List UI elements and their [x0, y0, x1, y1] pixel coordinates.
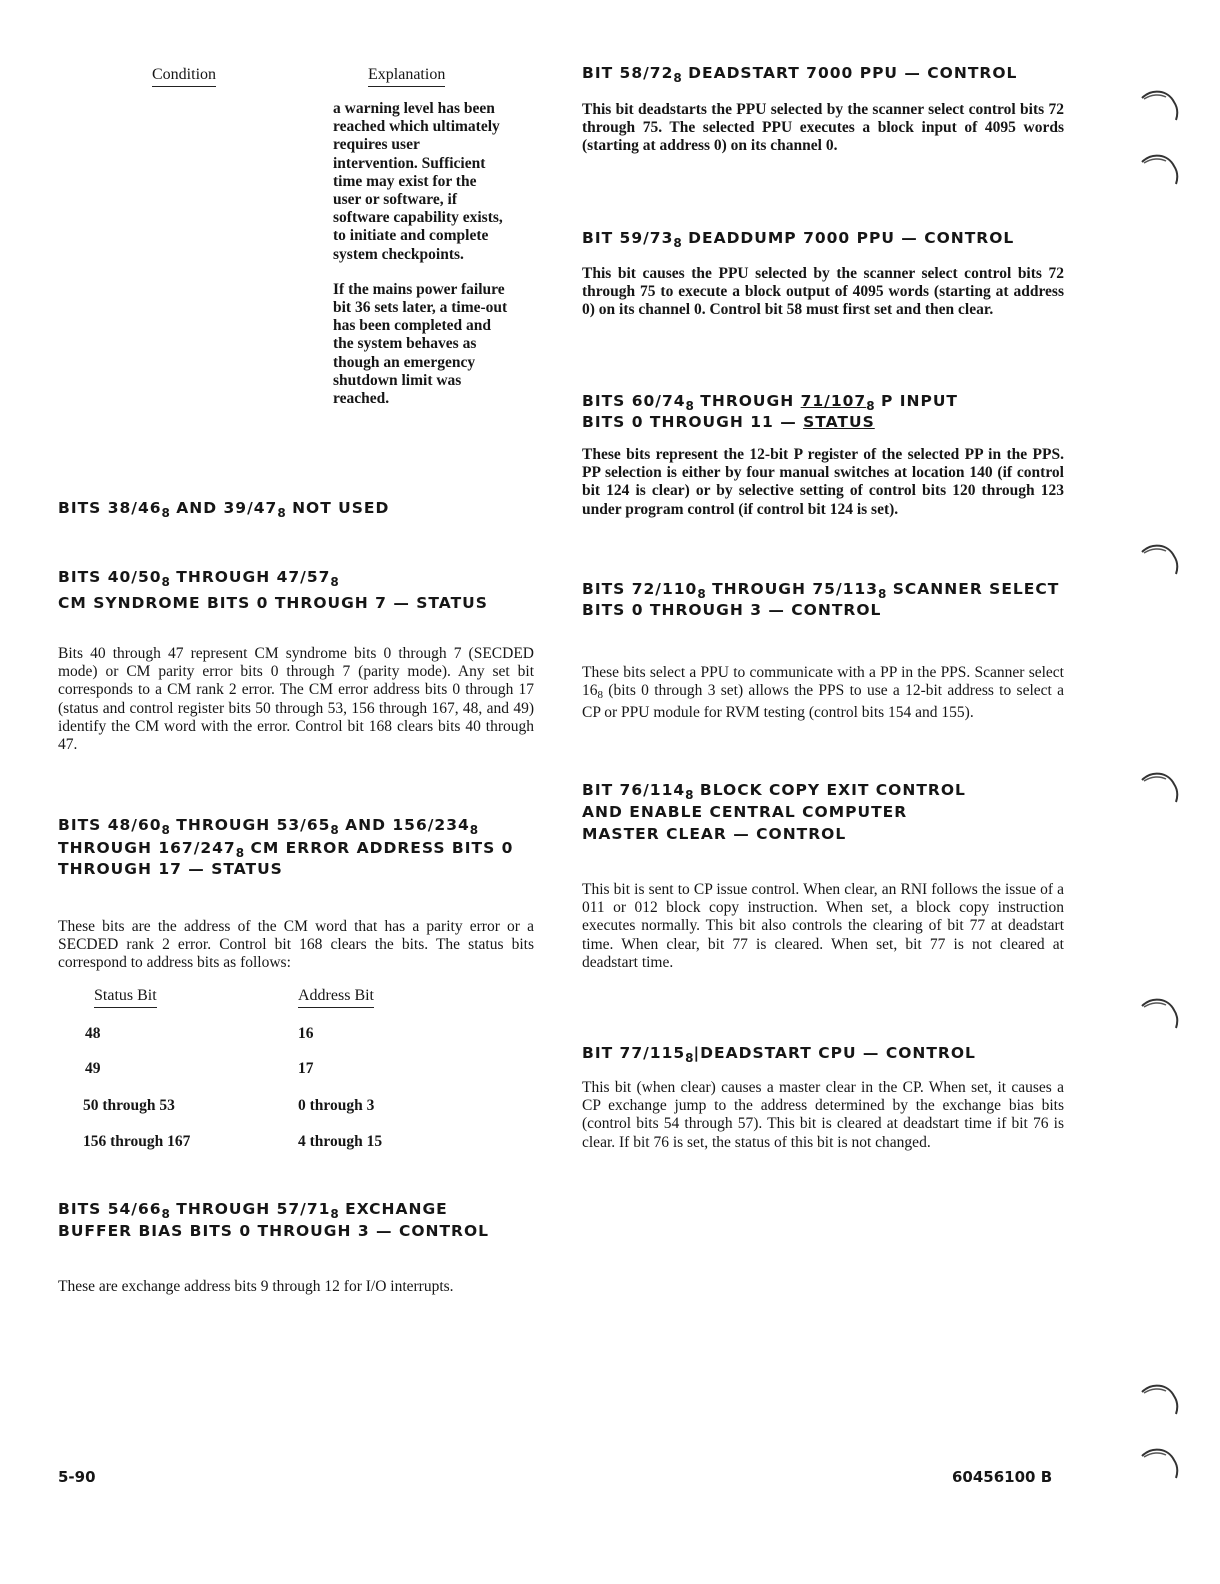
explanation-header: Explanation	[368, 66, 445, 87]
heading-bits-60-71-line2: BITS 0 THROUGH 11 — STATUS	[582, 413, 875, 431]
body-bits-48-53: These bits are the address of the CM word that has a parity error or a SECDED rank 2 error. Control bit 168 clears the bits. The status bits correspond to address bits as follows:	[58, 918, 534, 972]
heading-bits-54-57: BITS $54/66_8$ THROUGH $57/71_8$ EXCHANGE	[58, 1200, 448, 1221]
page-number: 5-90	[58, 1468, 96, 1486]
address-cell: 16	[298, 1025, 314, 1042]
body-bits-54-57: These are exchange address bits 9 through 12 for I/O interrupts.	[58, 1278, 454, 1295]
binder-hole-mark-icon	[1138, 542, 1182, 576]
body-bits-60-71: These bits represent the 12-bit P register of the selected PP in the PPS. PP selection is either by four manual switches at location 140 (if control bit 124 is clear) or by selective setting of control bits 120 through 123 under program control (if control bit 124 is set).	[582, 446, 1064, 518]
address-cell: 0 through 3	[298, 1097, 375, 1114]
document-number: 60456100 B	[952, 1468, 1053, 1486]
address-cell: 4 through 15	[298, 1133, 383, 1150]
body-bit-76: This bit is sent to CP issue control. When clear, an RNI follows the issue of a 011 or 012 block copy instruction. When set, a block copy instruction executes normally. This bit also controls the clearing of bit 77 at deadstart time. When clear, bit 77 is cleared. When set, bit 77 is not cleared at deadstart time.	[582, 881, 1064, 971]
heading-bit-58: BIT $58/72_8$ DEADSTART 7000 PPU — CONTROL	[582, 64, 1018, 85]
heading-bits-38-39: BITS $38/46_8$ AND $39/47_8$ NOT USED	[58, 499, 390, 520]
address-cell: 17	[298, 1060, 314, 1077]
address-bit-header: Address Bit	[298, 987, 374, 1008]
binder-hole-mark-icon	[1138, 88, 1182, 122]
binder-hole-mark-icon	[1138, 152, 1182, 186]
heading-bit-59: BIT $59/73_8$ DEADDUMP 7000 PPU — CONTROL	[582, 229, 1015, 250]
explanation-paragraph-2: If the mains power failure bit 36 sets later, a time-out has been completed and the system behaves as though an emergency shutdown limit was reached.	[333, 280, 508, 408]
body-bit-77: This bit (when clear) causes a master clear in the CP. When set, it causes a CP exchange jump to the address determined by the exchange bias bits (control bits 54 through 57). This bit is cleared at deadstart time if bit 76 is clear. If bit 76 is set, the status of this bit is not changed.	[582, 1079, 1064, 1151]
heading-bit-76-line2: AND ENABLE CENTRAL COMPUTER	[582, 803, 908, 821]
heading-bits-48-53-line3: THROUGH 17 — STATUS	[58, 860, 283, 878]
status-cell: 48	[85, 1025, 101, 1042]
heading-bits-40-47-line2: CM SYNDROME BITS 0 THROUGH 7 — STATUS	[58, 594, 488, 612]
heading-bits-48-53: BITS $48/60_8$ THROUGH $53/65_8$ AND $156/234_8$	[58, 816, 479, 837]
binder-hole-mark-icon	[1138, 770, 1182, 804]
binder-hole-mark-icon	[1138, 1446, 1182, 1480]
body-bit-58: This bit deadstarts the PPU selected by the scanner select control bits 72 through 75. The selected PPU executes a block input of 4095 words (starting at address 0) on its channel 0.	[582, 101, 1064, 155]
heading-bit-77: BIT $77/115_8|DEADSTART$ CPU — CONTROL	[582, 1044, 976, 1065]
status-cell: 50 through 53	[83, 1097, 175, 1114]
body-bit-59: This bit causes the PPU selected by the scanner select control bits 72 through 75 to execute a block output of 4095 words (starting at address 0) on its channel 0. Control bit 58 must first set and then clear.	[582, 265, 1064, 319]
status-bit-header: Status Bit	[94, 987, 157, 1008]
heading-bits-40-47: BITS $40/50_8$ THROUGH $47/57_8$	[58, 568, 339, 589]
binder-hole-mark-icon	[1138, 996, 1182, 1030]
explanation-paragraph-1: a warning level has been reached which ultimately requires user intervention. Sufficient time may exist for the user or software, if software capability exists, to initiate and complete system checkpoints.	[333, 100, 503, 263]
heading-bits-54-57-line2: BUFFER BIAS BITS 0 THROUGH 3 — CONTROL	[58, 1222, 490, 1240]
condition-header: Condition	[152, 66, 216, 87]
heading-bit-76: BIT $76/114_8$ BLOCK COPY EXIT CONTROL	[582, 781, 966, 802]
heading-bits-48-53-line2: THROUGH $167/247_8$ CM ERROR ADDRESS BITS 0	[58, 839, 514, 860]
heading-bits-72-75: BITS $72/110_8$ THROUGH $75/113_8$ SCANNER SELECT	[582, 580, 1060, 601]
heading-bits-72-75-line2: BITS 0 THROUGH 3 — CONTROL	[582, 601, 882, 619]
status-cell: 156 through 167	[83, 1133, 191, 1150]
status-cell: 49	[85, 1060, 101, 1077]
explanation-continuation	[333, 100, 508, 425]
binder-hole-mark-icon	[1138, 1382, 1182, 1416]
heading-bit-76-line3: MASTER CLEAR — CONTROL	[582, 825, 847, 843]
body-bits-40-47: Bits 40 through 47 represent CM syndrome bits 0 through 7 (SECDED mode) or CM parity error bits 0 through 7 (parity mode). Any set bit corresponds to a CM rank 2 error. The CM error address bits 0 through 17 (status and control register bits 50 through 53, 156 through 167, 48, and 49) identify the CM word with the error. Control bit 168 clears bits 40 through 47.	[58, 645, 534, 754]
heading-bits-60-71: BITS $60/74_8$ THROUGH $71/107_8$ P INPUT	[582, 392, 958, 413]
body-bits-72-75: These bits select a PPU to communicate with a PP in the PPS. Scanner select $16_8$ (bits 0 through 3 set) allows the PPS to use a 12-bit address to select a CP or PPU module for RVM testing (control bits 154 and 155).	[582, 664, 1064, 722]
